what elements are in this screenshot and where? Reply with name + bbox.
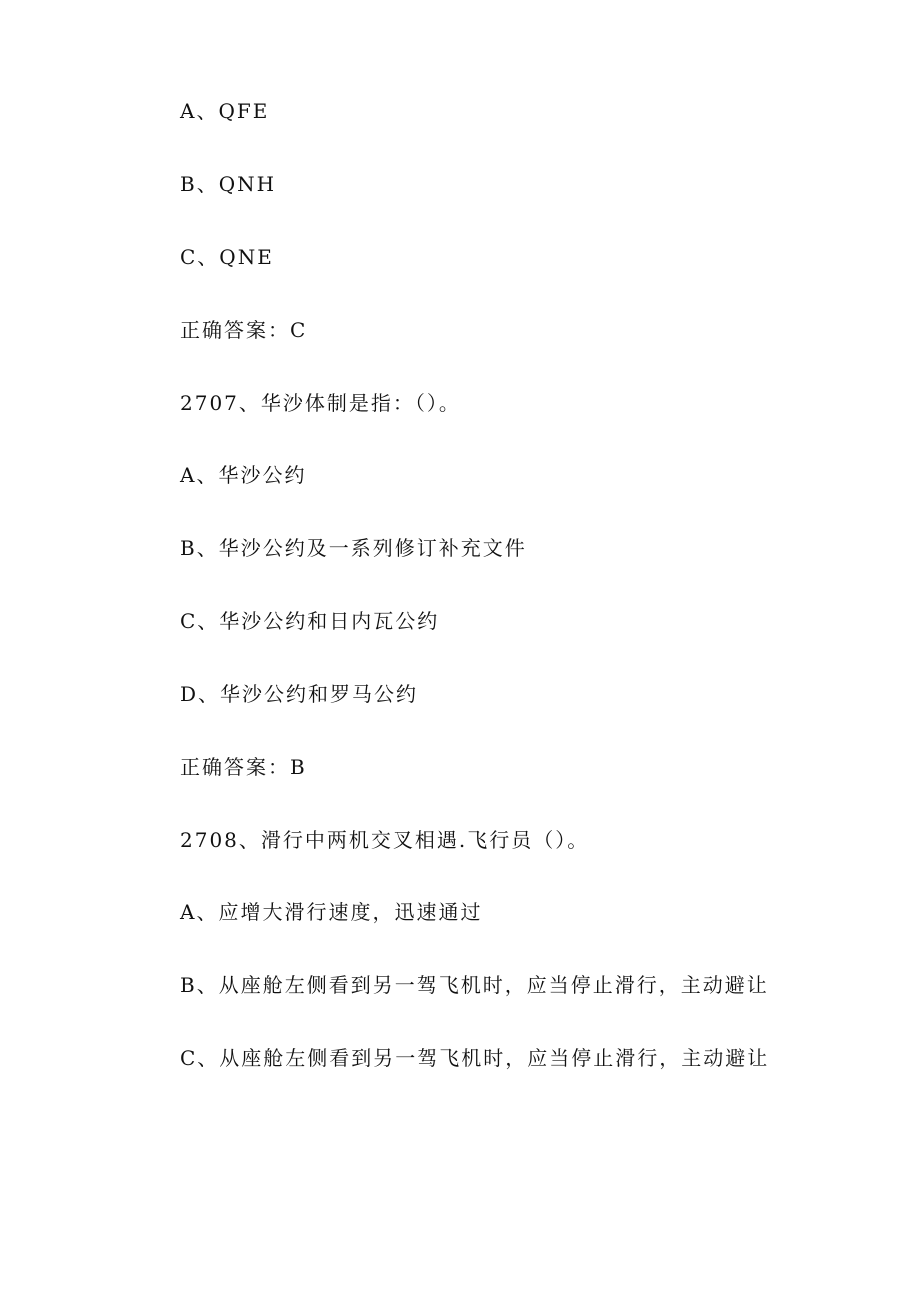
option-b-q2708: B、从座舱左侧看到另一驾飞机时，应当停止滑行，主动避让 bbox=[180, 973, 769, 997]
option-d-q2707: D、华沙公约和罗马公约 bbox=[180, 682, 419, 706]
option-a-q2706: A、QFE bbox=[180, 99, 270, 123]
question-2708: 2708、滑行中两机交叉相遇.飞行员（）。 bbox=[180, 828, 590, 852]
option-b-q2706: B、QNH bbox=[180, 172, 277, 196]
option-b-q2707: B、华沙公约及一系列修订补充文件 bbox=[180, 536, 527, 560]
option-c-q2707: C、华沙公约和日内瓦公约 bbox=[180, 609, 440, 633]
option-a-q2708: A、应增大滑行速度，迅速通过 bbox=[180, 900, 483, 924]
answer-q2706: 正确答案：C bbox=[180, 318, 308, 342]
question-2707: 2707、华沙体制是指：（）。 bbox=[180, 391, 461, 415]
option-c-q2708: C、从座舱左侧看到另一驾飞机时，应当停止滑行，主动避让 bbox=[180, 1046, 770, 1070]
answer-q2707: 正确答案：B bbox=[180, 755, 307, 779]
option-a-q2707: A、华沙公约 bbox=[180, 463, 307, 487]
option-c-q2706: C、QNE bbox=[180, 245, 274, 269]
